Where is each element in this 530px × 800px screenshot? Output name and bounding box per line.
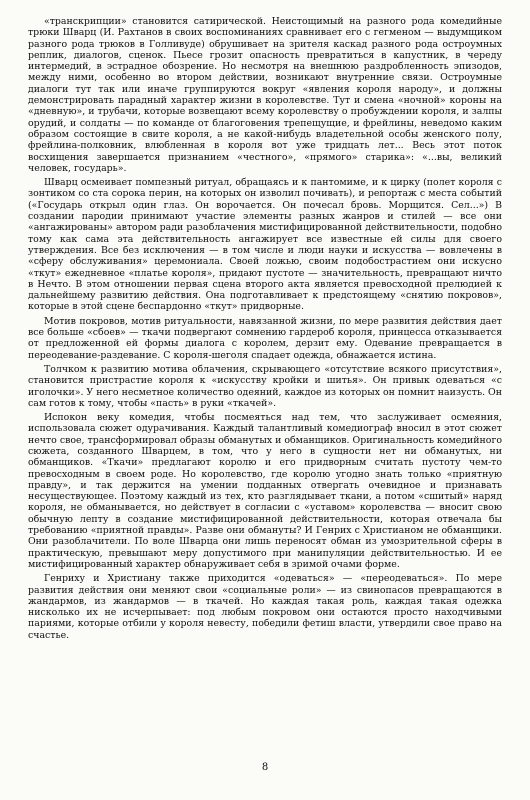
paragraph: Толчком к развитию мотива облачения, скрывающего «отсутствие всякого присутствия», становится пристрастие короля к «искусству кройки и шитья». Он привык одеваться «с иголочки». У него несметное количество одеяний, каждое из которых он помнит наизусть. Он сам готов к тому, чтобы «пасть» в руки «ткачей». — [28, 363, 502, 409]
paragraph: Испокон веку комедия, чтобы посмеяться над тем, что заслуживает осмеяния, использовала сюжет одурачивания. Каждый талантливый комедиограф вносил в этот сюжет нечто свое, трансформировал образы обманутых и обманщиков. Оригинальность комедийного сюжета, созданного Шварцем, в том, что у него в сущности нет ни обманутых, ни обманщиков. «Ткачи» предлагают королю и его придворным считать пустоту чем-то превосходным в своем роде. Но королевство, где королю угодно знать только «приятную правду», и так держится на умении подданных отвергать очевидное и признавать несуществующее. Поэтому каждый из тех, кто разглядывает ткани, а потом «сшитый» наряд короля, не обманывается, но действует в согласии с «уставом» королевства — вносит свою обычную лепту в создание мистифицированной действительности, которая отвечала бы требованию «приятной правды». Разве они обмануты? И Генрих с Христианом не обманщики. Они разоблачители. По воле Шварца они лишь переносят обман из умозрительной сферы в практическую, превышают меру допустимого при манипуляции действительностью. И ее мистифицированный характер обнаруживает себя в зримой очами форме. — [28, 412, 502, 570]
body-text — [28, 16, 502, 641]
page-number: 8 — [261, 762, 269, 773]
paragraph: Генриху и Христиану также приходится «одеваться» — «переодеваться». По мере развития действия они меняют свои «социальные роли» — из свинопасов превращаются в жандармов, из жандармов — в ткачей. Но каждая такая роль, каждая такая одежка нисколько их не исчерпывает: под любым покровом они остаются просто находчивыми париями, которые отбили у короля невесту, победили фетиш власти, утвердили свое право на счастье. — [28, 573, 502, 641]
paragraph: «транскрипции» становится сатирической. Неистощимый на разного рода комедийные трюки Шварц (И. Рахтанов в своих воспоминаниях сравнивает его с гегменом — выдумщиком разного рода трюков в Голливуде) обрушивает на зрителя каскад разного рода остроумных реплик, диалогов, сценок. Пьесе грозит опасность превратиться в капустник, в череду интермедий, в эстрадное обозрение. Но несмотря на внешнюю раздробленность эпизодов, между ними, особенно во втором действии, возникают внутренние связи. Остроумные диалоги тут так или иначе группируются вокруг «явления короля народу», и должны демонстрировать парадный характер жизни в королевстве. Тут и смена «ночной» короны на «дневную», и трубачи, которые возвещают всему королевству о пробуждении короля, и залпы орудий, и солдаты — по команде от благоговения трепещущие, и фрейлины, неведомо каким образом состоящие в свите короля, а не какой-нибудь владетельной особы женского полу, фрейлина-полковник, влюбленная в короля вот уже тридцать лет... Весь этот поток восхищения завершается признанием «честного», «прямого» старика»: «...вы, великий человек, государь». — [28, 16, 502, 174]
paragraph: Шварц осмеивает помпезный ритуал, обращаясь и к пантомиме, и к цирку (полет короля с зонтиком со ста сорока перин, на которых он изволил почивать), и репортаж с места событий («Государь открыл один глаз. Он ворочается. Он почесал бровь. Морщится. Сел...») В создании пародии принимают участие элементы разных жанров и стилей — все они «ангажированы» автором ради разоблачения мистифицированной действительности, подобно тому как сама эта действительность ангажирует все известные ей силы для своего утверждения. Все без исключения — в том числе и люди науки и искусства — вовлечены в «сферу обслуживания» церемониала. Своей ложью, своим подобострастием они искусно «ткут» ежедневное «платье короля», придают пустоте — значительность, превращают ничто в Нечто. В этом отношении первая сцена второго акта является превосходной прелюдией к дальнейшему развитию действия. Она подготавливает к предстоящему «снятию покровов», которые в этой сцене беспардонно «ткут» придворные. — [28, 177, 502, 313]
paragraph: Мотив покровов, мотив ритуальности, навязанной жизни, по мере развития действия дает все больше «сбоев» — ткачи подвергают сомнению гардероб короля, принцесса отказывается от предложенной ей формы диалога с королем, дерзит ему. Одевание превращается в переодевание-раздевание. С короля-шеголя спадает одежда, обнажается истина. — [28, 315, 502, 361]
